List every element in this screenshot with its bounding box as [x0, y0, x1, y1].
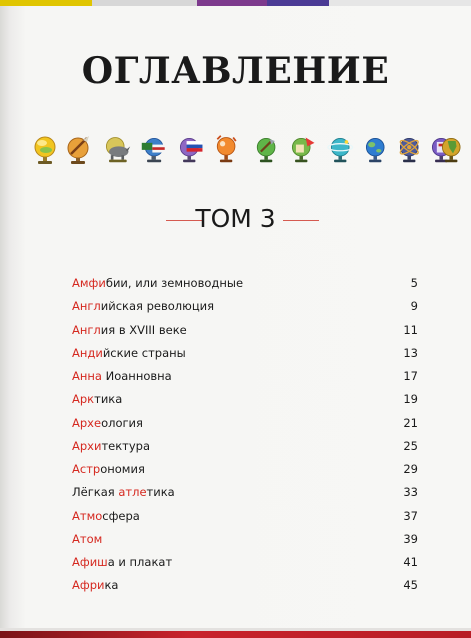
toc-entry-text: бии, или земноводные	[105, 276, 244, 290]
top-bar-grey	[92, 0, 197, 6]
atom-globe-icon	[396, 132, 426, 166]
toc-entry-highlight: Амфи	[72, 276, 106, 290]
toc-entry-highlight: Арк	[72, 392, 95, 407]
toc-page-number: 5	[410, 276, 418, 290]
volume-heading	[0, 204, 471, 234]
top-bar-light	[329, 0, 471, 6]
toc-entry-highlight: Анди	[72, 345, 103, 360]
toc-entry[interactable]	[72, 392, 422, 409]
toc-entry[interactable]	[72, 323, 422, 340]
toc-entry-highlight: атле	[118, 485, 147, 500]
toc-entry-highlight: Афиш	[72, 555, 108, 569]
toc-entry[interactable]	[72, 462, 422, 479]
toc-entry-text: тектура	[101, 438, 151, 453]
toc-page-number: 39	[403, 531, 418, 546]
revolution-globe-icon	[63, 132, 93, 166]
amphibian-globe-icon	[30, 132, 60, 166]
toc-page-number: 45	[403, 578, 418, 593]
toc-entry-text: тика	[146, 485, 175, 500]
toc-page-number: 25	[403, 438, 418, 453]
top-bar-indigo	[267, 0, 329, 6]
toc-entry-highlight: Анна	[72, 369, 102, 383]
toc-page-number: 21	[403, 415, 418, 430]
toc-entry-highlight: Англ	[72, 299, 101, 314]
volume-title: ТОМ 3	[195, 204, 276, 233]
toc-entry[interactable]	[72, 555, 422, 572]
volume-rule-right	[283, 220, 319, 221]
architecture-globe-icon	[288, 132, 318, 166]
toc-page-number: 13	[403, 345, 418, 360]
toc-entry-text: а и плакат	[107, 555, 173, 569]
table-of-contents	[72, 276, 422, 602]
toc-page-number: 29	[403, 462, 418, 476]
toc-entry[interactable]	[72, 416, 422, 433]
toc-entry-prefix: Лёгкая	[72, 485, 119, 500]
toc-entry-highlight: Архе	[72, 415, 102, 430]
top-color-bar	[0, 0, 471, 6]
rhino-globe-icon	[102, 132, 132, 166]
toc-entry-text: ономия	[100, 462, 145, 476]
toc-page-number: 11	[403, 322, 418, 337]
toc-page-number: 41	[403, 555, 418, 569]
toc-entry-text: ийская революция	[100, 299, 215, 314]
toc-entry-text: ка	[104, 578, 119, 593]
africa-globe-icon	[438, 132, 468, 166]
toc-entry[interactable]	[72, 276, 422, 293]
toc-entry-text: йские страны	[102, 345, 186, 360]
astronomy-globe-icon	[327, 132, 357, 166]
toc-entry-highlight: Атом	[72, 531, 103, 546]
toc-entry[interactable]	[72, 346, 422, 363]
archaeology-globe-icon	[252, 132, 282, 166]
toc-page-number: 33	[403, 485, 418, 500]
toc-entry-text: Иоанновна	[101, 369, 172, 383]
toc-entry[interactable]	[72, 439, 422, 456]
toc-entry[interactable]	[72, 485, 422, 502]
toc-entry-text: ология	[101, 415, 143, 430]
toc-entry-highlight: Афри	[72, 578, 105, 593]
toc-entry-highlight: Астр	[72, 462, 101, 476]
anna-globe-icon	[176, 132, 206, 166]
flags-globe-icon	[140, 132, 170, 166]
toc-entry[interactable]	[72, 299, 422, 316]
icon-strip	[30, 132, 470, 168]
toc-entry[interactable]	[72, 578, 422, 595]
toc-page-number: 17	[403, 369, 418, 383]
page-title: ОГЛАВЛЕНИЕ	[81, 50, 390, 92]
toc-entry-text: ия в XVIII веке	[100, 322, 187, 337]
toc-entry-highlight: Англ	[72, 322, 101, 337]
toc-page-number: 9	[410, 299, 418, 314]
toc-entry-text: сфера	[102, 508, 140, 523]
toc-entry[interactable]	[72, 509, 422, 526]
top-bar-purple	[197, 0, 267, 6]
toc-entry[interactable]	[72, 369, 422, 386]
toc-entry-highlight: Атмо	[72, 508, 103, 523]
bottom-red-bar	[0, 631, 471, 638]
top-bar-yellow	[0, 0, 92, 6]
arctic-globe-icon	[212, 132, 242, 166]
toc-entry[interactable]	[72, 532, 422, 549]
toc-entry-text: тика	[94, 392, 123, 407]
toc-entry-highlight: Архи	[72, 438, 102, 453]
toc-page-number: 19	[403, 392, 418, 407]
atmosphere-globe-icon	[362, 132, 392, 166]
toc-page-number: 37	[403, 508, 418, 523]
